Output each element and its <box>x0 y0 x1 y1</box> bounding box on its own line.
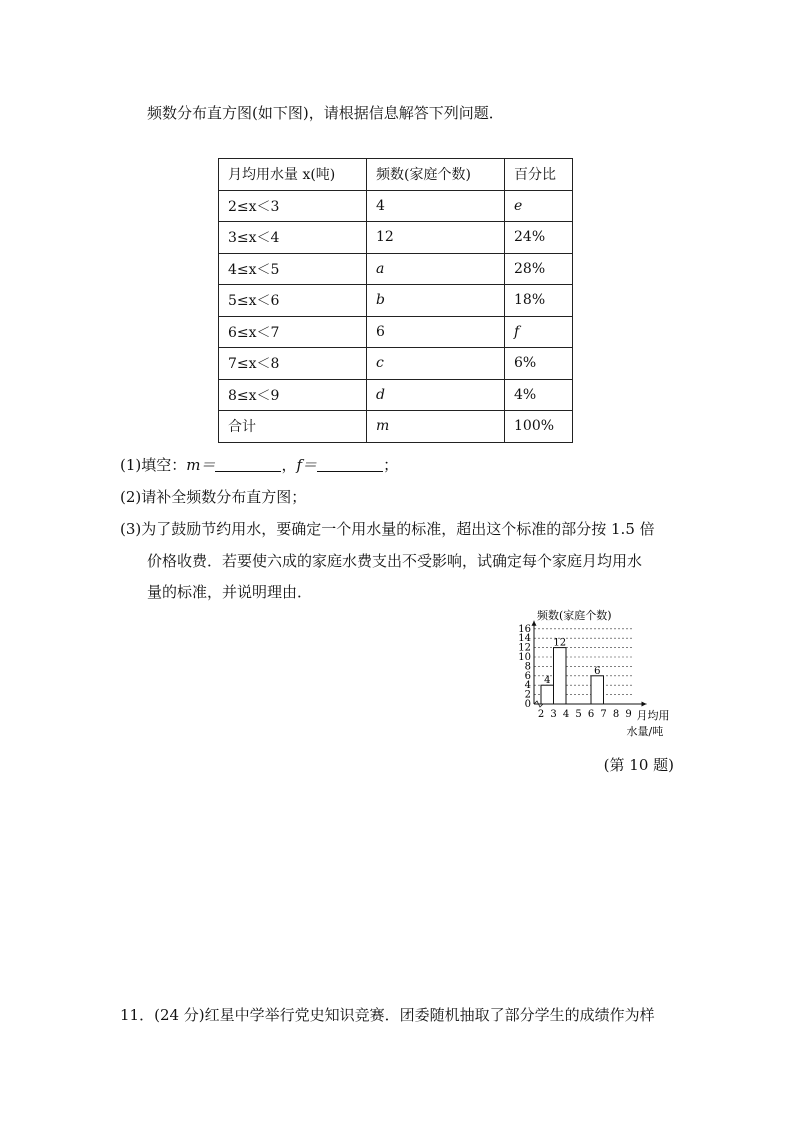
bar-value-label: 6 <box>594 665 601 677</box>
x-axis-title-line2: 水量/吨 <box>626 725 664 738</box>
q1-end: ； <box>383 456 399 474</box>
cell-range: 6≤x＜7 <box>219 316 367 348</box>
cell-percent: 24% <box>505 222 573 254</box>
table-total-row <box>219 411 573 443</box>
y-tick-label: 16 <box>518 623 531 635</box>
cell-total-label: 合计 <box>219 411 367 443</box>
table-row <box>219 253 573 285</box>
q1-m-label: m＝ <box>186 456 216 474</box>
x-tick-label: 5 <box>575 709 582 720</box>
cell-frequency: a <box>367 253 505 285</box>
cell-percent: e <box>505 190 573 222</box>
histogram-bar <box>541 685 554 704</box>
y-tick-label: 8 <box>524 661 531 673</box>
x-tick-label: 8 <box>612 709 620 720</box>
header-percent: 百分比 <box>505 159 573 191</box>
question-2: (2)请补全频数分布直方图； <box>120 488 307 506</box>
x-tick-label: 7 <box>600 709 607 720</box>
x-tick-label: 4 <box>562 709 570 720</box>
intro-text: 频数分布直方图(如下图)，请根据信息解答下列问题． <box>147 104 504 122</box>
y-tick-label: 4 <box>524 680 531 692</box>
cell-percent: f <box>505 316 573 348</box>
x-tick-label: 9 <box>625 709 632 720</box>
cell-frequency: 6 <box>367 316 505 348</box>
histogram-chart <box>510 606 680 746</box>
histogram-bar <box>591 676 604 704</box>
header-water-usage: 月均用水量 x(吨) <box>219 159 367 191</box>
cell-range: 4≤x＜5 <box>219 253 367 285</box>
cell-range: 2≤x＜3 <box>219 190 367 222</box>
cell-percent: 28% <box>505 253 573 285</box>
x-axis-title-line1: 月均用 <box>636 709 670 722</box>
question-3-line-3: 量的标准，并说明理由． <box>147 583 313 601</box>
y-tick-label: 6 <box>524 670 531 682</box>
cell-range: 5≤x＜6 <box>219 285 367 317</box>
x-tick-label: 6 <box>587 709 595 720</box>
y-tick-label: 14 <box>518 633 531 645</box>
y-tick-label: 12 <box>518 642 531 654</box>
cell-frequency: b <box>367 285 505 317</box>
cell-frequency: c <box>367 348 505 380</box>
cell-range: 7≤x＜8 <box>219 348 367 380</box>
y-axis-title: 频数(家庭个数) <box>537 609 612 622</box>
cell-frequency: 12 <box>367 222 505 254</box>
cell-total-frequency: m <box>367 411 505 443</box>
cell-total-percent: 100% <box>505 411 573 443</box>
y-tick-label: 0 <box>524 699 531 710</box>
table-row <box>219 222 573 254</box>
histogram-bar <box>554 648 567 704</box>
table-row <box>219 348 573 380</box>
q1-f-label: f＝ <box>296 456 318 474</box>
x-tick-label: 3 <box>550 709 557 720</box>
cell-frequency: d <box>367 379 505 411</box>
cell-range: 3≤x＜4 <box>219 222 367 254</box>
table-row <box>219 316 573 348</box>
cell-frequency: 4 <box>367 190 505 222</box>
question-3-line-1: (3)为了鼓励节约用水，要确定一个用水量的标准，超出这个标准的部分按 1.5 倍 <box>120 520 655 538</box>
frequency-table <box>218 158 573 443</box>
y-tick-label: 10 <box>518 652 531 663</box>
table-row <box>219 190 573 222</box>
answer-blank-f[interactable] <box>317 457 383 472</box>
q1-prefix: (1)填空： <box>120 456 187 474</box>
y-tick-label: 2 <box>524 689 531 701</box>
y-axis-arrow <box>532 621 537 626</box>
header-frequency: 频数(家庭个数) <box>367 159 505 191</box>
figure-caption: (第 10 题) <box>603 756 674 774</box>
cell-percent: 18% <box>505 285 573 317</box>
cell-percent: 4% <box>505 379 573 411</box>
cell-percent: 6% <box>505 348 573 380</box>
table-header-row <box>219 159 573 191</box>
histogram-figure <box>510 606 680 746</box>
answer-blank-m[interactable] <box>215 457 281 472</box>
q1-separator: ， <box>281 456 297 474</box>
bar-value-label: 12 <box>553 637 567 649</box>
question-3-line-2: 价格收费．若要使六成的家庭水费支出不受影响，试确定每个家庭月均用水 <box>147 552 643 570</box>
cell-range: 8≤x＜9 <box>219 379 367 411</box>
question-11: 11．(24 分)红星中学举行党史知识竞赛．团委随机抽取了部分学生的成绩作为样 <box>120 1006 655 1024</box>
table-row <box>219 285 573 317</box>
x-axis-arrow <box>642 702 647 707</box>
x-tick-label: 2 <box>537 709 545 720</box>
table-row <box>219 379 573 411</box>
question-1 <box>120 454 398 475</box>
bar-value-label: 4 <box>544 675 551 687</box>
